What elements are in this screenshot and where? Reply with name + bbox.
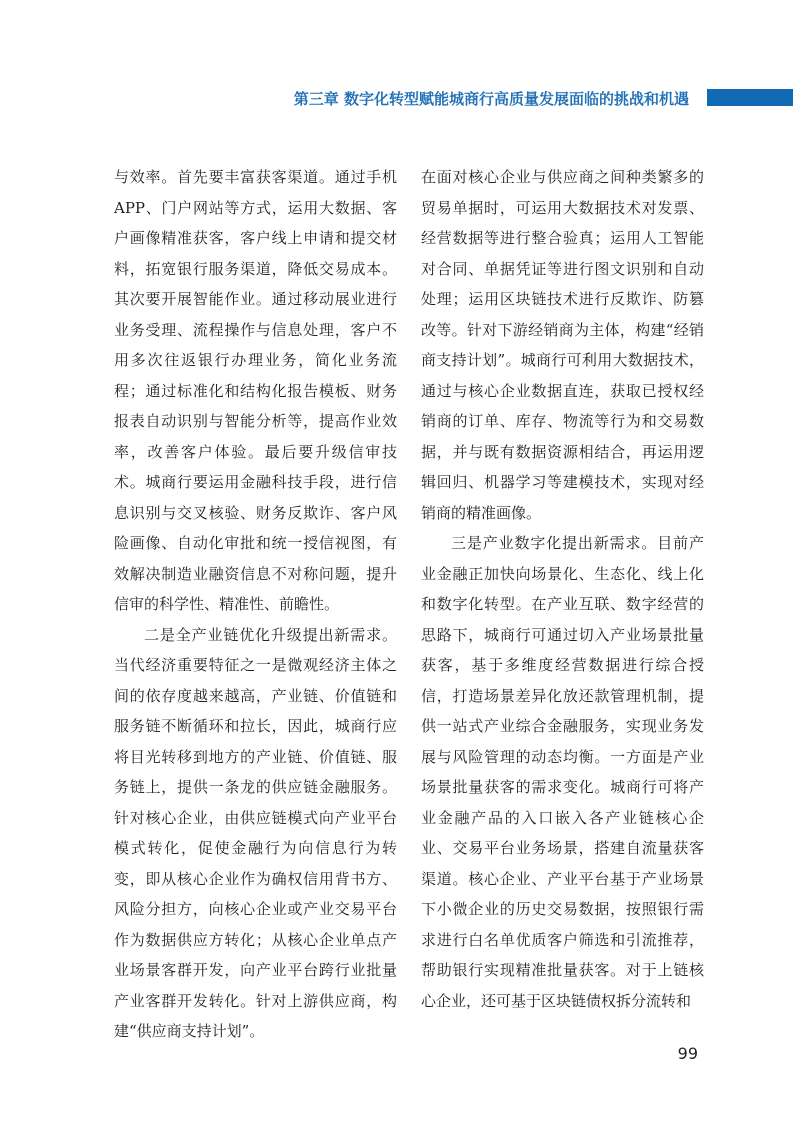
chapter-title: 第三章 数字化转型赋能城商行高质量发展面临的挑战和机遇 (293, 90, 689, 108)
paragraph-industry-chain: 二是全产业链优化升级提出新需求。当代经济重要特征之一是微观经济主体之间的依存度越来越高，产业链、价值链和服务链不断循环和拉长，因此，城商行应将目光转移到地方的产业链、价值链、服务链上，提供一条龙的供应链金融服务。针对核心企业，由供应链模式向产业平台模式转化，促使金融行为向信息行为转变，即从核心企业作为确权信用背书方、风险分担方，向核心企业或产业交易平台作为数据供应方转化；从核心企业单点产业场景客群开发，向产业平台跨行业批量产业客群开发转化。针对上游供应商，构建“供应商支持计划”。 (114, 625, 397, 1040)
right-column (421, 162, 704, 1016)
chapter-header (0, 84, 793, 110)
paragraph-efficiency: 与效率。首先要丰富获客渠道。通过手机APP、门户网站等方式，运用大数据、客户画像精准获客，客户线上申请和提交材料，拓宽银行服务渠道，降低交易成本。其次要开展智能作业。通过移动展业进行业务受理、流程操作与信息处理，客户不用多次往返银行办理业务，简化业务流程；通过标准化和结构化报告模板、财务报表自动识别与智能分析等，提高作业效率，改善客户体验。最后要升级信审技术。城商行要运用金融科技手段，进行信息识别与交叉核验、财务反欺诈、客户风险画像、自动化审批和统一授信视图，有效解决制造业融资信息不对称问题，提升信审的科学性、精准性、前瞻性。 (114, 168, 397, 613)
paragraph-trade-documents: 在面对核心企业与供应商之间种类繁多的贸易单据时，可运用大数据技术对发票、经营数据等进行整合验真；运用人工智能对合同、单据凭证等进行图文识别和自动处理；运用区块链技术进行反欺诈、防篡改等。针对下游经销商为主体，构建“经销商支持计划”。城商行可利用大数据技术，通过与核心企业数据直连，获取已授权经销商的订单、库存、物流等行为和交易数据，并与既有数据资源相结合，再运用逻辑回归、机器学习等建模技术，实现对经销商的精准画像。 (421, 168, 704, 522)
left-column (114, 162, 397, 1047)
page-number: 99 (677, 1044, 698, 1063)
paragraph-industry-digitalization: 三是产业数字化提出新需求。目前产业金融正加快向场景化、生态化、线上化和数字化转型。在产业互联、数字经营的思路下，城商行可通过切入产业场景批量获客，基于多维度经营数据进行综合授信，打造场景差异化放还款管理机制，提供一站式产业综合金融服务，实现业务发展与风险管理的动态均衡。一方面是产业场景批量获客的需求变化。城商行可将产业金融产品的入口嵌入各产业链核心企业、交易平台业务场景，搭建自流量获客渠道。核心企业、产业平台基于产业场景下小微企业的历史交易数据，按照银行需求进行白名单优质客户筛选和引流推荐，帮助银行实现精准批量获客。对于上链核心企业，还可基于区块链债权拆分流转和 (421, 534, 704, 1010)
header-accent-bar (707, 89, 793, 106)
